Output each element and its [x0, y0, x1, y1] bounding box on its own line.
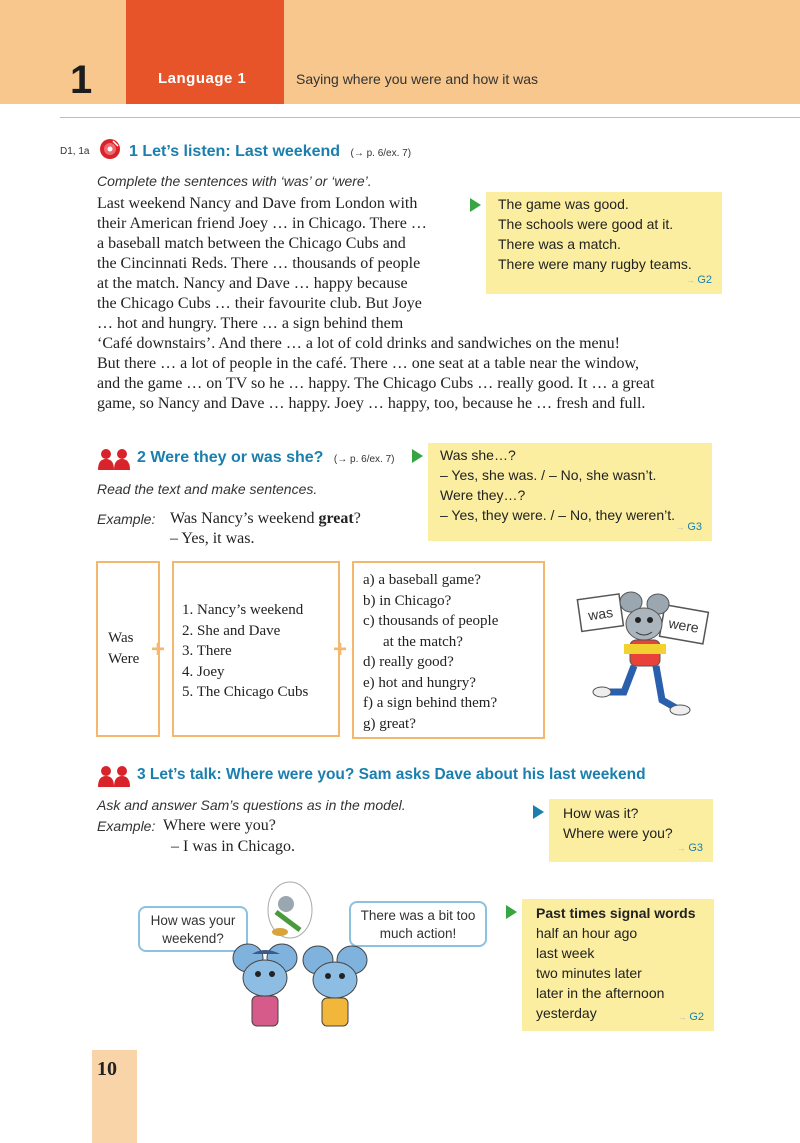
exercise-2-ref: (→ p. 6/ex. 7) — [333, 454, 395, 465]
complement-option: at the match? — [383, 633, 463, 650]
grammar-line: The game was good. — [498, 196, 629, 212]
verb-option: Were — [108, 650, 140, 667]
grammar-line: Where were you? — [563, 825, 673, 841]
grammar-line: Were they…? — [440, 487, 526, 503]
exercise-1-title — [129, 143, 411, 161]
section-label-box — [126, 0, 284, 104]
text-line: But there … a lot of people in the café. There … one seat at a table near the window, — [97, 355, 640, 372]
audio-cd-icon — [99, 138, 121, 160]
text-line: at the match. Nancy and Dave … happy because — [97, 275, 408, 292]
column-complement — [352, 561, 545, 739]
section-label: Language 1 — [158, 70, 247, 87]
bubble-line: How was your — [150, 913, 236, 928]
grammar-line: The schools were good at it. — [498, 216, 674, 232]
mouse-holding-signs-illustration — [576, 580, 716, 722]
arrow-icon — [533, 805, 544, 819]
grammar-line: There were many rugby teams. — [498, 256, 692, 272]
bubble-line: much action! — [379, 926, 457, 941]
sign-was: was — [587, 604, 614, 624]
subject-option: 1. Nancy’s weekend — [182, 602, 304, 618]
page-title: Saying where you were and how it was — [296, 71, 539, 87]
complement-option: e) hot and hungry? — [363, 674, 476, 691]
exercise-2-title — [137, 449, 394, 467]
audio-track-label: D1, 1a — [60, 146, 90, 157]
exercise-1-ref: (→ p. 6/ex. 7) — [350, 148, 412, 159]
text-line: game, so Nancy and Dave … happy. Joey … happy, too, because he … fresh and full. — [97, 395, 646, 412]
example-label: Example: — [97, 818, 156, 834]
example-answer: – I was in Chicago. — [171, 838, 295, 855]
signal-word: two minutes later — [536, 965, 642, 981]
exercise-2-heading: 2 Were they or was she? — [137, 449, 324, 466]
complement-option: g) great? — [363, 715, 416, 732]
example-answer: – Yes, it was. — [170, 530, 255, 547]
example-question: Where were you? — [163, 817, 276, 834]
exercise-1-instruction: Complete the sentences with ‘was’ or ‘were’. — [97, 173, 372, 189]
text-line: … hot and hungry. There … a sign behind them — [97, 315, 404, 332]
subject-option: 3. There — [182, 643, 232, 659]
text-line: their American friend Joey … in Chicago. There … — [97, 215, 427, 232]
arrow-icon — [470, 198, 481, 212]
signal-words-box — [522, 899, 714, 1031]
unit-number: 1 — [70, 58, 93, 102]
bubble-line: There was a bit too — [360, 908, 476, 923]
text-line: and the game … on TV so he … happy. The Chicago Cubs … really good. It … a great — [97, 375, 655, 392]
complement-option: a) a baseball game? — [363, 572, 481, 588]
plus-icon: + — [151, 636, 166, 663]
signal-word: last week — [536, 945, 595, 961]
complement-option: f) a sign behind them? — [363, 695, 498, 711]
grammar-ref: → G2 — [678, 1007, 704, 1027]
grammar-box-was-were — [486, 192, 722, 294]
grammar-ref: → G2 — [686, 270, 712, 290]
exercise-2-instruction: Read the text and make sentences. — [97, 481, 318, 497]
arrow-icon — [506, 905, 517, 919]
grammar-box-questions — [428, 443, 712, 541]
grammar-line: How was it? — [563, 805, 639, 821]
plus-icon: + — [333, 636, 348, 663]
signal-words-title: Past times signal words — [536, 905, 696, 921]
example-sentence — [170, 510, 361, 528]
grammar-line: Was she…? — [440, 447, 516, 463]
grammar-line: – Yes, she was. / – No, she wasn’t. — [440, 467, 657, 483]
grammar-line: There was a match. — [498, 236, 621, 252]
example-sentence-text: Was Nancy’s weekend — [170, 510, 319, 527]
subject-option: 5. The Chicago Cubs — [182, 684, 309, 700]
arrow-icon — [412, 449, 423, 463]
subject-option: 2. She and Dave — [182, 622, 281, 639]
text-line: Last weekend Nancy and Dave from London with — [97, 195, 418, 212]
exercise-3-instruction: Ask and answer Sam’s questions as in the model. — [97, 797, 406, 813]
pair-work-icon — [97, 765, 131, 787]
sign-were: were — [667, 614, 701, 636]
pair-work-icon — [97, 448, 131, 470]
exercise-3-title: 3 Let’s talk: Where were you? Sam asks Dave about his last weekend — [137, 766, 646, 783]
column-subject — [172, 561, 340, 737]
example-bold-word: great — [318, 510, 354, 527]
grammar-ref: → G3 — [677, 838, 703, 858]
exercise-1-heading: 1 Let’s listen: Last weekend — [129, 143, 341, 160]
text-line: ‘Café downstairs’. And there … a lot of cold drinks and sandwiches on the menu! — [97, 335, 620, 352]
complement-option: b) in Chicago? — [363, 592, 452, 609]
verb-option: Was — [108, 630, 134, 646]
header-divider — [60, 117, 800, 118]
subject-option: 4. Joey — [182, 663, 225, 680]
signal-word: yesterday — [536, 1005, 597, 1021]
example-label: Example: — [97, 511, 156, 527]
text-line: a baseball match between the Chicago Cubs and — [97, 235, 406, 252]
example-sentence-end: ? — [353, 510, 361, 527]
grammar-ref: → G3 — [676, 517, 702, 537]
text-line: the Cincinnati Reds. There … thousands of people — [97, 255, 421, 272]
two-mice-talking-illustration — [220, 880, 420, 1030]
grammar-line: – Yes, they were. / – No, they weren’t. — [440, 507, 676, 523]
bubble-line: weekend? — [162, 931, 224, 946]
grammar-box-how-where — [549, 799, 713, 862]
complement-option: c) thousands of people — [363, 613, 499, 629]
signal-word: half an hour ago — [536, 925, 638, 941]
text-line: the Chicago Cubs … their favourite club. But Joye — [97, 295, 422, 312]
complement-option: d) really good? — [363, 654, 454, 670]
signal-word: later in the afternoon — [536, 985, 665, 1001]
page-number: 10 — [97, 1058, 117, 1080]
